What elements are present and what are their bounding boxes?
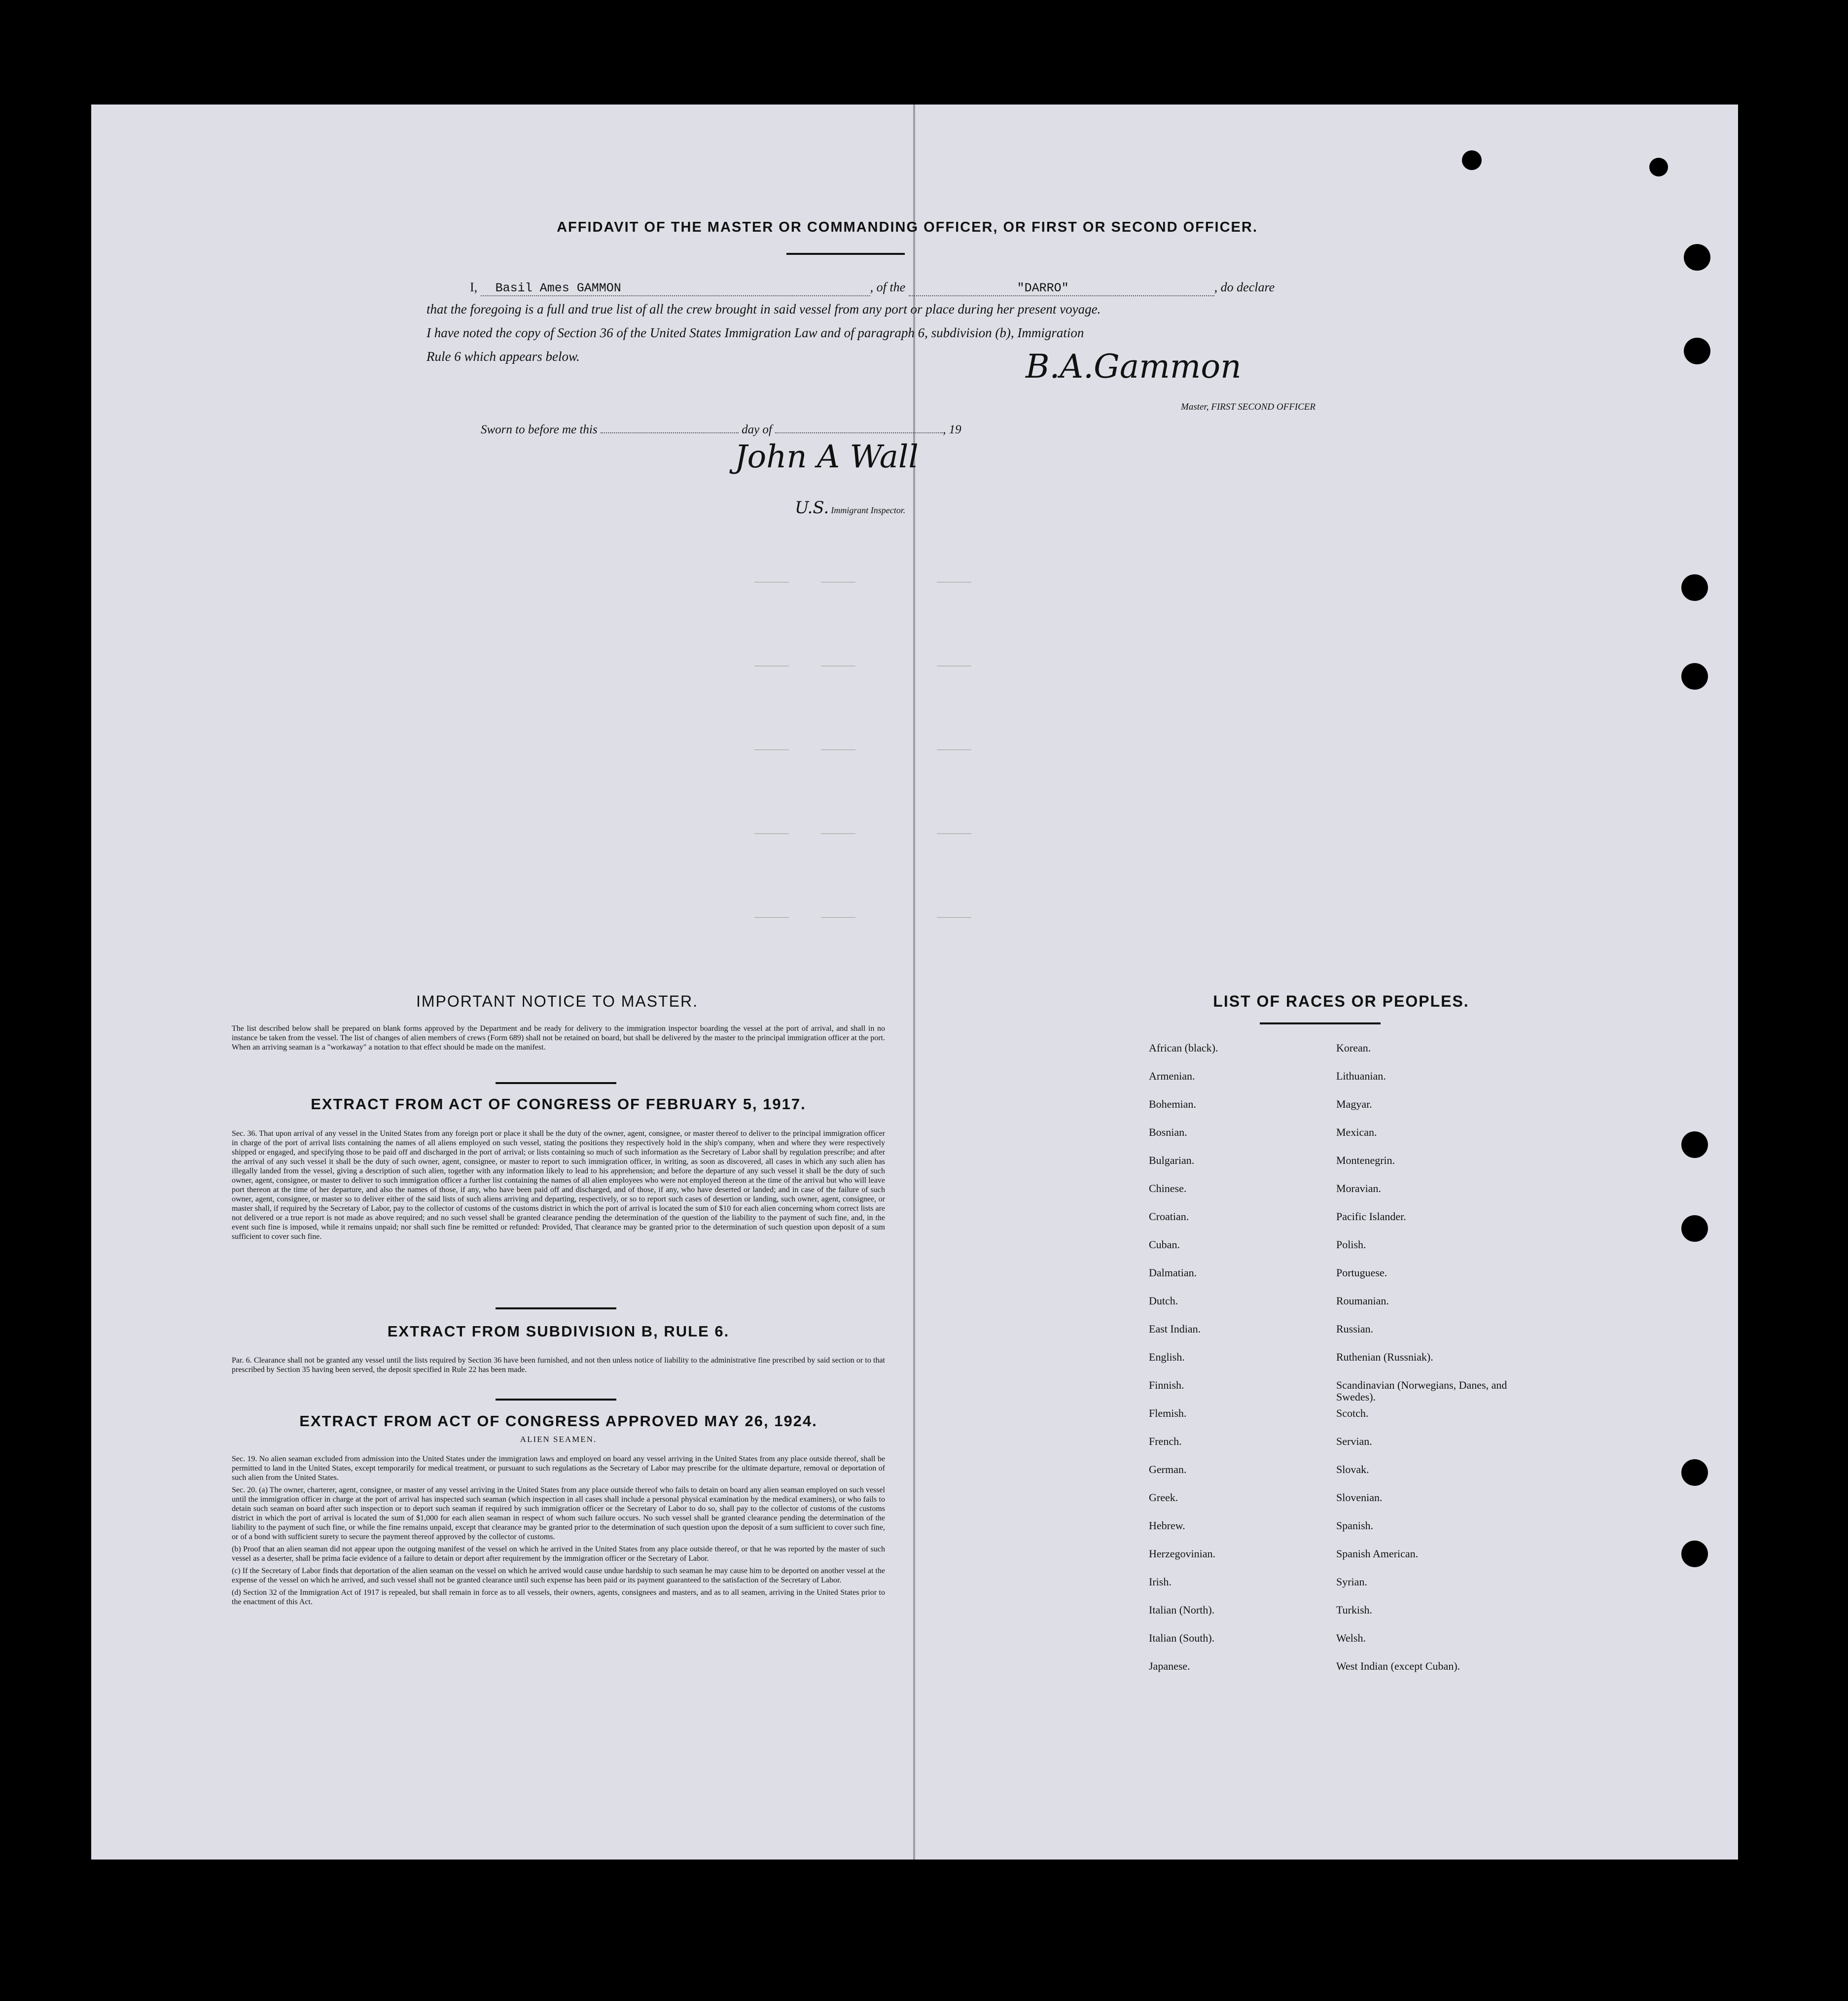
race-item: Scotch. (1336, 1407, 1369, 1419)
race-item: Lithuanian. (1336, 1070, 1386, 1082)
race-item: Servian. (1336, 1435, 1372, 1447)
sworn-month-field (775, 432, 943, 433)
master-signature: B.A.Gammon (1026, 348, 1242, 386)
rule6-title: EXTRACT FROM SUBDIVISION B, RULE 6. (387, 1323, 730, 1340)
race-item: Slovenian. (1336, 1491, 1383, 1504)
race-item: African (black). (1149, 1042, 1218, 1054)
blank-rule-mark (754, 917, 789, 918)
sworn-label: Sworn to before me this (481, 423, 598, 436)
blank-rule-mark (937, 833, 971, 834)
affidavit-line1 (470, 280, 1275, 296)
blank-rule-mark (821, 666, 855, 667)
race-item: Finnish. (1149, 1379, 1184, 1391)
blank-rule-mark (754, 666, 789, 667)
race-item: Korean. (1336, 1042, 1371, 1054)
race-item: Portuguese. (1336, 1266, 1387, 1279)
notice-rule (496, 1082, 616, 1084)
race-item: East Indian. (1149, 1323, 1201, 1335)
race-item: Mexican. (1336, 1126, 1377, 1138)
extract-1917-rule (496, 1307, 616, 1309)
extract-1924-title: EXTRACT FROM ACT OF CONGRESS APPROVED MAY 26, 1924. (299, 1412, 817, 1430)
extract-1924-subtitle: ALIEN SEAMEN. (520, 1435, 597, 1444)
race-item: Magyar. (1336, 1098, 1372, 1110)
races-right-column (1336, 1034, 1543, 1681)
race-item: Japanese. (1149, 1660, 1190, 1672)
extract-1924-sec19: Sec. 19. No alien seaman excluded from admission into the United States under the immigration laws and employed on board any vessel arriving in the United States from any place outside thereof, shall be permitted to land in the United States, except temporarily for medical treatment, or pursuant to such regulations as the Secretary of Labor may prescribe for the ultimate departure, removal or deportation of such alien from the United States. (232, 1455, 885, 1482)
rule6-body: Par. 6. Clearance shall not be granted any vessel until the lists required by Section 36 have been furnished, and not then unless notice of liability to the administrative fine prescribed by said section or to that prescribed by Section 35 having been served, the deposit specified in Rule 22 has been made. (232, 1356, 885, 1374)
blank-rule-mark (937, 666, 971, 667)
race-item: West Indian (except Cuban). (1336, 1660, 1460, 1672)
blank-rule-mark (754, 582, 789, 583)
race-item: Slovak. (1336, 1463, 1369, 1475)
race-item: Roumanian. (1336, 1295, 1389, 1307)
vessel-name-field: "DARRO" (909, 281, 1214, 296)
race-item: Montenegrin. (1336, 1154, 1395, 1166)
notice-title: IMPORTANT NOTICE TO MASTER. (416, 992, 698, 1010)
affidavit-i-label: I, (470, 280, 478, 294)
race-item: Bulgarian. (1149, 1154, 1195, 1166)
race-item: Spanish American. (1336, 1547, 1419, 1560)
race-item: Italian (North). (1149, 1604, 1215, 1616)
extract-1924-sec20a: Sec. 20. (a) The owner, charterer, agent, consignee, or master of any vessel arriving in the United States from any place outside thereof who fails to detain on board any alien seaman employed on such vessel until the immigration officer in charge at the port of arrival has inspected such seaman (which inspection in all cases shall include a personal physical examination by the medical examiners), or who fails to detain such seaman on board after such inspection or to deport such seaman if required by such immigration officer or the Secretary of Labor to do so, shall pay to the collector of customs of the customs district in which the port of arrival is located the sum of $1,000 for each alien seaman in respect of whom such failure occurs. No such vessel shall be granted clearance pending the determination of the liability to the payment of such fine, or while the fine remains unpaid, except that clearance may be granted prior to the determination of such question upon the deposit of a sum sufficient to cover such fine, or of a bond with sufficient surety to secure the payment thereof approved by the collector of customs. (232, 1486, 885, 1541)
blank-rule-mark (821, 749, 855, 750)
affidavit-title-rule (786, 253, 905, 255)
race-item: Pacific Islander. (1336, 1210, 1406, 1223)
day-of-label: day of (742, 423, 772, 436)
ink-blot (1462, 150, 1482, 170)
race-item: Ruthenian (Russniak). (1336, 1351, 1433, 1363)
punch-hole (1681, 1215, 1708, 1242)
affidavit-line4: Rule 6 which appears below. (426, 349, 580, 364)
sworn-day-field (601, 432, 739, 433)
blank-rule-mark (937, 749, 971, 750)
extract-1917-body: Sec. 36. That upon arrival of any vessel in the United States from any foreign port or place it shall be the duty of the owner, agent, consignee, or master thereof to deliver to the principal immigration officer in charge of the port of arrival lists containing the names of all aliens employed on such vessel, stating the positions they respectively hold in the ship's company, when and where they were respectively shipped or engaged, and specifying those to be paid off and discharged in the port of arrival; or lists containing so much of such information as the Secretary of Labor shall by regulation prescribe; and after the arrival of any such vessel it shall be the duty of such owner, agent, consignee, or master to report to such immigration officer, in writing, as soon as discovered, all cases in which any such alien has illegally landed from the vessel, giving a description of such alien, together with any information likely to lead to his apprehension; and before the departure of any such vessel it shall be the duty of such owner, agent, consignee, or master to deliver to such immigration officer a further list containing the names of all alien employees who were not employed thereon at the time of the arrival but who will leave port thereon at the time of her departure, and also the names of those, if any, who have been paid off and discharged, and of those, if any, who have deserted or landed; and in case of the failure of such owner, agent, consignee, or master so to deliver either of the said lists of such aliens arriving and departing, respectively, or so to report such cases of desertion or landing, such owner, agent, consignee, or master shall, if required by the Secretary of Labor, pay to the collector of customs of the customs district in which the port of arrival is located the sum of $10 for each alien concerning whom correct lists are not delivered or a true report is not made as above required; and no such vessel shall be granted clearance pending the determination of the question of the liability to the payment of such fine, and, in the event such fine is imposed, while it remains unpaid; nor shall such fine be remitted or refunded: Provided, That clearance may be granted prior to the determination of such question upon deposit of a sum sufficient to cover such fine. (232, 1129, 885, 1241)
affidavit-title: AFFIDAVIT OF THE MASTER OR COMMANDING OFFICER, OR FIRST OR SECOND OFFICER. (557, 219, 1258, 235)
race-item: Dutch. (1149, 1295, 1178, 1307)
inspector-label: Immigrant Inspector. (831, 505, 906, 515)
blank-rule-mark (937, 917, 971, 918)
punch-hole (1681, 1541, 1708, 1567)
race-item: Croatian. (1149, 1210, 1189, 1223)
race-item: Bosnian. (1149, 1126, 1187, 1138)
master-name-field: Basil Ames GAMMON (481, 281, 870, 296)
blank-rule-mark (754, 833, 789, 834)
extract-1924-sec20d: (d) Section 32 of the Immigration Act of 1917 is repealed, but shall remain in force as to all vessels, their owners, agents, consignees and masters, and as to all seamen, arriving in the United States prior to the enactment of this Act. (232, 1588, 885, 1606)
master-label: Master, FIRST SECOND OFFICER (1181, 402, 1316, 412)
punch-hole (1684, 244, 1710, 271)
extract-1924-body (232, 1454, 885, 1607)
punch-hole (1681, 1131, 1708, 1158)
races-rule (1260, 1022, 1381, 1024)
of-the-label: , of the (870, 280, 906, 294)
race-item: Irish. (1149, 1576, 1172, 1588)
race-item: Moravian. (1336, 1182, 1382, 1194)
race-item: Turkish. (1336, 1604, 1373, 1616)
do-declare-label: , do declare (1214, 280, 1275, 294)
punch-hole (1681, 1459, 1708, 1486)
race-item: Italian (South). (1149, 1632, 1215, 1644)
race-item: Greek. (1149, 1491, 1178, 1504)
affidavit-line2: that the foregoing is a full and true list of all the crew brought in said vessel from any port or place during her present voyage. (426, 302, 1101, 316)
race-item: Spanish. (1336, 1519, 1374, 1532)
race-item: Welsh. (1336, 1632, 1366, 1644)
race-item: English. (1149, 1351, 1185, 1363)
blank-rule-mark (821, 917, 855, 918)
race-item: French. (1149, 1435, 1182, 1447)
rule6-rule (496, 1399, 616, 1401)
race-item: Armenian. (1149, 1070, 1195, 1082)
race-item: Herzegovinian. (1149, 1547, 1215, 1560)
extract-1917-title: EXTRACT FROM ACT OF CONGRESS OF FEBRUARY 5, 1917. (311, 1095, 806, 1113)
race-item: Polish. (1336, 1238, 1366, 1251)
race-item: Chinese. (1149, 1182, 1187, 1194)
inspector-signature: John A Wall (735, 439, 919, 475)
affidavit-line3: I have noted the copy of Section 36 of the United States Immigration Law and of paragraph 6, subdivision (b), Immigration (426, 325, 1084, 340)
blank-rule-mark (821, 582, 855, 583)
races-title: LIST OF RACES OR PEOPLES. (1213, 992, 1469, 1010)
punch-hole (1684, 338, 1710, 364)
race-item: Russian. (1336, 1323, 1374, 1335)
extract-1924-sec20b: (b) Proof that an alien seaman did not appear upon the outgoing manifest of the vessel on which he arrived in the United States from any place outside thereof, or that he was reported by the master of such vessel as a deserter, shall be prima facie evidence of a failure to detain or deport after requirement by the immigration officer or the Secretary of Labor. (232, 1545, 885, 1563)
race-item: Flemish. (1149, 1407, 1187, 1419)
races-left-column (1149, 1034, 1218, 1681)
punch-hole (1681, 663, 1708, 690)
sworn-line (481, 423, 961, 437)
ink-blot (1649, 158, 1668, 176)
blank-rule-mark (754, 749, 789, 750)
race-item: Syrian. (1336, 1576, 1367, 1588)
notice-body: The list described below shall be prepared on blank forms approved by the Department and be ready for delivery to the immigration inspector boarding the vessel at the port of arrival, and shall in no instance be taken from the vessel. The list of changes of alien members of crews (Form 689) shall not be retained on board, but shall be delivered by the master to the principal immigration officer at the port. When an arriving seaman is a "workaway" a notation to that effect should be made on the manifest. (232, 1024, 885, 1052)
page-fold (913, 105, 915, 1860)
inspector-line (795, 498, 905, 518)
extract-1924-sec20c: (c) If the Secretary of Labor finds that deportation of the alien seaman on the vessel on which he arrived would cause undue hardship to such seaman he may cause him to be deported on another vessel at the expense of the vessel on which he arrived, and such vessel shall not be granted clearance until such expense has been paid or its payment guaranteed to the satisfaction of the Secretary of Labor. (232, 1567, 885, 1584)
year-label: , 19 (943, 423, 961, 436)
blank-rule-mark (937, 582, 971, 583)
punch-hole (1681, 574, 1708, 601)
race-item: Bohemian. (1149, 1098, 1196, 1110)
race-item: Scandinavian (Norwegians, Danes, and Swedes). (1336, 1379, 1507, 1403)
race-item: Cuban. (1149, 1238, 1180, 1251)
race-item: Dalmatian. (1149, 1266, 1197, 1279)
race-item: German. (1149, 1463, 1187, 1475)
race-item: Hebrew. (1149, 1519, 1185, 1532)
us-handwritten: U.S. (795, 498, 829, 518)
blank-rule-mark (821, 833, 855, 834)
